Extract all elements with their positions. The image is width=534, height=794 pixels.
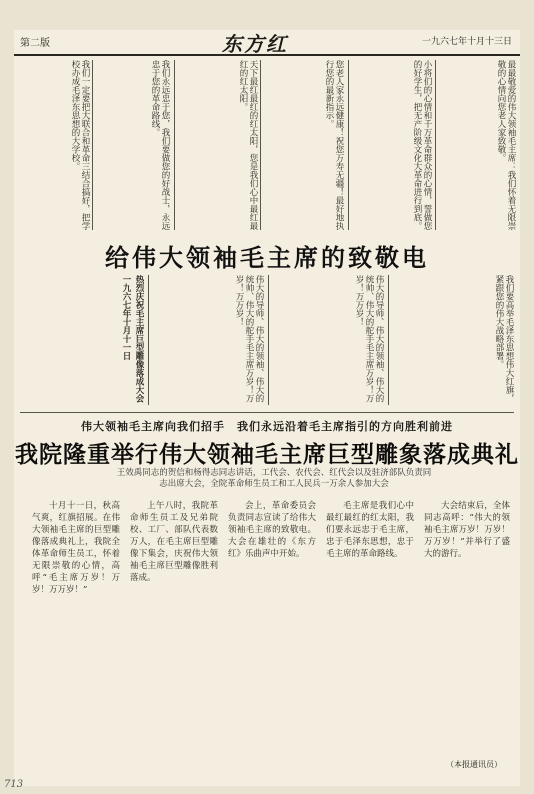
article-source: （本报通讯员） bbox=[446, 760, 502, 769]
article-col-3: 会上，革命委员会负责同志宣读了给伟大领袖毛主席的致敬电。大会在雄壮的《东方红》乐曲声中开始。 bbox=[228, 501, 316, 559]
paper-name: 东方红 bbox=[222, 32, 288, 56]
top-text-col-1: 最最敬爱的伟大领袖毛主席：我们怀着无限崇敬的心情向您老人家致敬。 bbox=[496, 60, 516, 230]
article-col-2: 上午八时，我院革命师生员工及兄弟院校、工厂、部队代表数万人，在毛主席巨型雕像下集会，庆祝伟大领袖毛主席巨型雕像胜利落成。 bbox=[130, 501, 218, 583]
telegram-title: 给伟大领袖毛主席的致敬电 bbox=[105, 243, 429, 272]
newspaper-page bbox=[14, 30, 520, 786]
top-text-col-2: 小将们的心情和千万革命群众的心情，誓做您的好学生，把无产阶级文化大革命进行到底。 bbox=[412, 60, 432, 230]
signature-block: 热烈庆祝毛主席巨型雕像落成大会 一九六七年十月十一日 bbox=[121, 275, 144, 403]
subheadline: 伟大领袖毛主席向我们招手 我们永远沿着毛主席指引的方向胜利前进 bbox=[81, 420, 453, 433]
headline-deck: 王效禹同志的贺信和杨得志同志讲话，工代会、农代会、红代会以及驻济部队负责同志出席大会，全院革命师生员工和工人民兵一万余人参加大会 bbox=[116, 468, 432, 489]
main-headline: 我院隆重举行伟大领袖毛主席巨型雕象落成典礼 bbox=[15, 441, 519, 468]
edition-label: 第二版 bbox=[20, 38, 50, 49]
page-number: 713 bbox=[4, 779, 24, 790]
article-col-1: 十月十一日，秋高气爽，红旗招展。在伟大领袖毛主席的巨型雕像落成典礼上，我院全体革命师生员工，怀着无限崇敬的心情，高呼“毛主席万岁！万岁！万万岁！” bbox=[32, 501, 120, 595]
masthead bbox=[14, 30, 520, 56]
lower-text-col-3: 伟大的导师、伟大的领袖、伟大的统帅、伟大的舵手毛主席万岁！万岁！万万岁！ bbox=[234, 275, 264, 403]
article-col-4: 毛主席是我们心中最红最红的红太阳，我们要永远忠于毛主席，忠于毛泽东思想，忠于毛主席的革命路线。 bbox=[326, 501, 414, 559]
lower-text-col-1: 我们要高举毛泽东思想伟大红旗，紧跟您的伟大战略部署。 bbox=[494, 275, 514, 403]
issue-date: 一九六七年十月十三日 bbox=[421, 37, 512, 47]
article-body bbox=[32, 500, 512, 770]
article-col-5: 大会结束后，全体同志高呼：“伟大的领袖毛主席万岁！万岁！万万岁！”并举行了盛大的游行。 bbox=[424, 501, 510, 559]
lower-text-col-2: 伟大的导师、伟大的领袖、伟大的统帅、伟大的舵手毛主席万岁！万岁！万万岁！ bbox=[354, 275, 384, 403]
top-text-col-6: 我们一定要把大联合和革命三结合搞好，把学校办成毛泽东思想的大学校。 bbox=[70, 60, 90, 230]
top-text-col-5: 我们永远忠于您，我们要做您的好战士，永远忠于您的革命路线。 bbox=[150, 60, 170, 230]
top-text-col-4: 天下最红最红的红太阳，您是我们心中最红最红的红太阳。 bbox=[238, 60, 258, 230]
top-text-col-3: 您老人家永远健康！祝您万寿无疆！最好地执行您的最新指示。 bbox=[324, 60, 344, 230]
